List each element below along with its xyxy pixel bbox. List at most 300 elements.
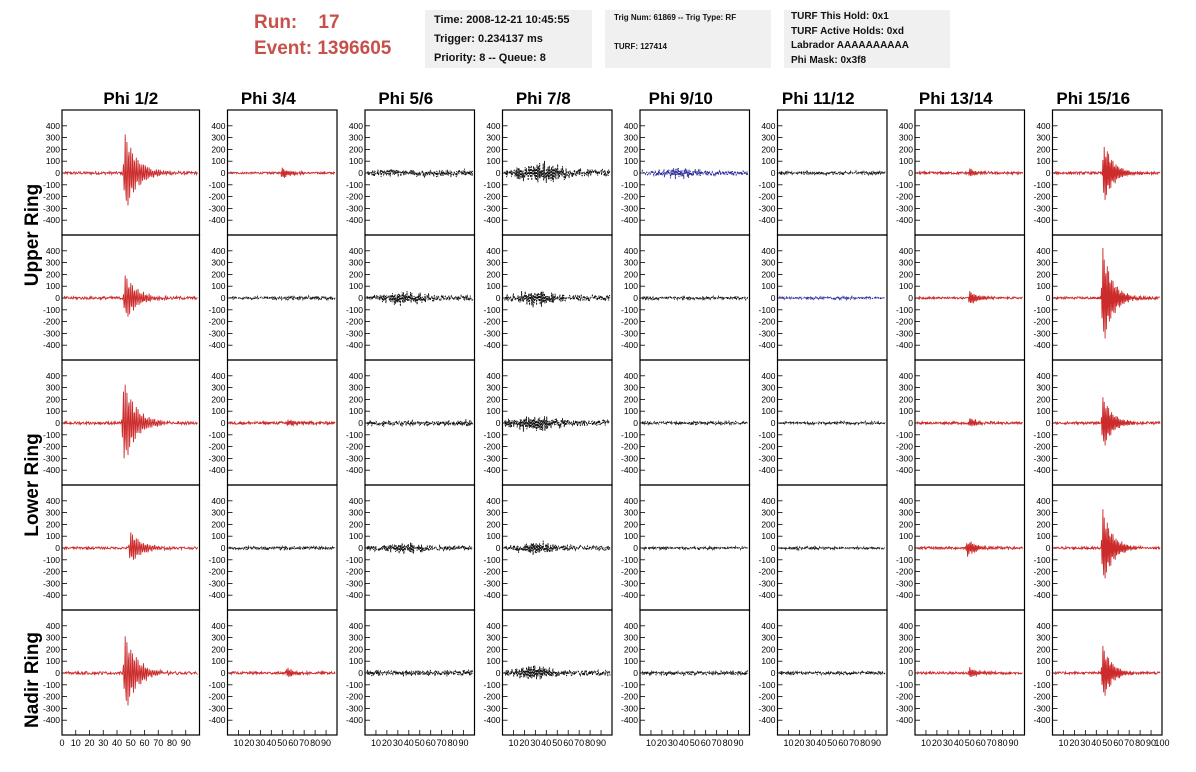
y-tick-label: 200 xyxy=(623,144,638,155)
y-tick-label: 100 xyxy=(1036,656,1051,667)
y-tick-label: 300 xyxy=(761,382,776,393)
y-tick-label: -300 xyxy=(42,203,60,214)
y-tick-label: 100 xyxy=(1036,406,1051,417)
y-tick-label: 200 xyxy=(211,519,226,530)
y-tick-label: 0 xyxy=(770,168,776,178)
y-tick-label: 300 xyxy=(211,632,226,643)
y-tick-label: -100 xyxy=(895,179,913,190)
y-tick-label: 200 xyxy=(45,394,60,405)
y-tick-label: 200 xyxy=(45,519,60,530)
y-tick-label: -400 xyxy=(42,715,60,726)
y-tick-label: 0 xyxy=(1045,668,1051,678)
y-tick-label: -300 xyxy=(345,703,363,714)
x-tick-label: 0 xyxy=(59,738,65,748)
y-tick-label: 400 xyxy=(1036,370,1051,381)
y-tick-label: -200 xyxy=(1033,691,1051,702)
y-tick-label: -300 xyxy=(620,578,638,589)
y-tick-label: -400 xyxy=(1033,465,1051,476)
y-tick-label: -100 xyxy=(620,179,638,190)
y-tick-label: -100 xyxy=(42,304,60,315)
y-tick-label: -200 xyxy=(208,441,226,452)
y-tick-label: 300 xyxy=(45,382,60,393)
y-tick-label: 0 xyxy=(633,668,638,678)
y-tick-label: 300 xyxy=(1036,257,1051,268)
y-tick-label: -400 xyxy=(1033,715,1051,726)
y-tick-label: 300 xyxy=(45,632,60,643)
y-tick-label: -300 xyxy=(1033,578,1051,589)
y-tick-label: -100 xyxy=(895,304,913,315)
y-tick-label: 400 xyxy=(1036,245,1051,256)
y-tick-label: -400 xyxy=(345,340,363,351)
y-tick-label: -400 xyxy=(620,340,638,351)
y-tick-label: -300 xyxy=(1033,203,1051,214)
y-tick-label: -100 xyxy=(208,679,226,690)
y-tick-label: 400 xyxy=(898,620,913,631)
y-tick-label: -300 xyxy=(758,703,776,714)
x-tick-label: 70 xyxy=(711,738,722,748)
y-tick-label: 0 xyxy=(358,668,363,678)
y-tick-label: -200 xyxy=(895,191,913,202)
y-tick-label: 0 xyxy=(55,168,60,178)
y-tick-label: 400 xyxy=(898,245,913,256)
y-tick-label: 300 xyxy=(898,507,913,518)
y-tick-label: -400 xyxy=(1033,340,1051,351)
waveform-trace xyxy=(505,291,611,307)
y-tick-label: 400 xyxy=(1036,120,1051,131)
y-tick-label: -300 xyxy=(208,203,226,214)
ring-label: Nadir Ring xyxy=(22,631,43,729)
y-tick-label: -100 xyxy=(42,554,60,565)
y-tick-label: -200 xyxy=(620,691,638,702)
waveform-trace xyxy=(917,169,1023,177)
x-tick-label: 90 xyxy=(596,738,607,748)
y-tick-label: -200 xyxy=(483,441,501,452)
y-tick-label: -100 xyxy=(758,304,776,315)
y-tick-label: -200 xyxy=(42,316,60,327)
y-tick-label: -400 xyxy=(345,465,363,476)
y-tick-label: 200 xyxy=(1036,644,1051,655)
waveform-trace xyxy=(505,666,611,680)
event-label: Event: xyxy=(254,38,313,59)
y-tick-label: -400 xyxy=(483,465,501,476)
y-tick-label: 0 xyxy=(55,418,60,428)
y-tick-label: 200 xyxy=(211,644,226,655)
y-tick-label: 200 xyxy=(623,394,638,405)
y-tick-label: 200 xyxy=(486,394,501,405)
y-tick-label: 400 xyxy=(623,370,638,381)
y-tick-label: 100 xyxy=(211,656,226,667)
x-tick-label: 20 xyxy=(381,738,392,748)
y-tick-label: -400 xyxy=(42,590,60,601)
y-tick-label: -200 xyxy=(895,566,913,577)
x-tick-label: 10 xyxy=(70,738,81,748)
y-tick-label: -400 xyxy=(895,340,913,351)
y-tick-label: -300 xyxy=(895,703,913,714)
x-tick-label: 90 xyxy=(458,738,469,748)
x-tick-label: 70 xyxy=(299,738,310,748)
y-tick-label: -100 xyxy=(1033,304,1051,315)
y-tick-label: 200 xyxy=(898,144,913,155)
column-header: Phi 13/14 xyxy=(918,89,993,108)
y-tick-label: -200 xyxy=(42,566,60,577)
y-tick-label: -200 xyxy=(895,316,913,327)
y-tick-label: -200 xyxy=(345,566,363,577)
y-tick-label: 400 xyxy=(486,620,501,631)
x-tick-label: 60 xyxy=(288,738,299,748)
y-tick-label: 0 xyxy=(1045,418,1051,428)
y-tick-label: -300 xyxy=(1033,703,1051,714)
waveform-trace xyxy=(642,421,748,425)
x-tick-label: 30 xyxy=(667,738,678,748)
y-tick-label: -200 xyxy=(620,316,638,327)
event-value: 1396605 xyxy=(317,38,392,59)
y-tick-label: 300 xyxy=(1036,507,1051,518)
y-tick-label: -100 xyxy=(620,304,638,315)
run-label: Run: xyxy=(254,12,298,33)
y-tick-label: 400 xyxy=(761,620,776,631)
y-tick-label: 300 xyxy=(211,382,226,393)
y-tick-label: 100 xyxy=(761,156,776,167)
y-tick-label: -400 xyxy=(620,215,638,226)
y-tick-label: -300 xyxy=(483,203,501,214)
waveform-trace xyxy=(780,547,886,550)
y-tick-label: 100 xyxy=(486,281,501,292)
y-tick-label: 200 xyxy=(898,519,913,530)
x-tick-label: 20 xyxy=(244,738,255,748)
y-tick-label: 0 xyxy=(220,168,226,178)
waveform-trace xyxy=(642,670,748,676)
y-tick-label: -200 xyxy=(483,566,501,577)
y-tick-label: -300 xyxy=(895,328,913,339)
y-tick-label: 100 xyxy=(486,406,501,417)
x-tick-label: 70 xyxy=(849,738,860,748)
y-tick-label: -400 xyxy=(208,715,226,726)
y-tick-label: 400 xyxy=(211,120,226,131)
y-tick-label: -400 xyxy=(758,590,776,601)
x-tick-label: 50 xyxy=(414,738,425,748)
y-tick-label: -100 xyxy=(345,429,363,440)
y-tick-label: 0 xyxy=(358,418,363,428)
y-tick-label: -400 xyxy=(483,590,501,601)
x-tick-label: 80 xyxy=(722,738,733,748)
y-tick-label: -100 xyxy=(1033,554,1051,565)
y-tick-label: 300 xyxy=(211,507,226,518)
x-tick-label: 60 xyxy=(700,738,711,748)
y-tick-label: -200 xyxy=(345,691,363,702)
x-tick-label: 30 xyxy=(805,738,816,748)
y-tick-label: 100 xyxy=(761,406,776,417)
y-tick-label: -200 xyxy=(1033,191,1051,202)
y-tick-label: 200 xyxy=(486,519,501,530)
x-tick-label: 20 xyxy=(656,738,667,748)
y-tick-label: 300 xyxy=(45,132,60,143)
y-tick-label: -100 xyxy=(1033,179,1051,190)
y-tick-label: 200 xyxy=(211,269,226,280)
trig-text: Trig Num: 61869 -- Trig Type: RF xyxy=(614,13,737,22)
y-tick-label: -400 xyxy=(895,215,913,226)
x-tick-label: 30 xyxy=(1080,738,1091,748)
y-tick-label: -100 xyxy=(758,679,776,690)
y-tick-label: 200 xyxy=(761,394,776,405)
y-tick-label: 100 xyxy=(211,406,226,417)
y-tick-label: 400 xyxy=(45,120,60,131)
y-tick-label: -100 xyxy=(1033,679,1051,690)
y-tick-label: 400 xyxy=(45,495,60,506)
y-tick-label: 0 xyxy=(908,293,913,303)
y-tick-label: 300 xyxy=(761,132,776,143)
y-tick-label: 400 xyxy=(45,245,60,256)
y-tick-label: 0 xyxy=(220,293,226,303)
turf-hold-text: TURF This Hold: 0x1 xyxy=(791,11,889,22)
y-tick-label: -100 xyxy=(42,679,60,690)
y-tick-label: 100 xyxy=(486,156,501,167)
y-tick-label: 300 xyxy=(898,382,913,393)
x-tick-label: 30 xyxy=(392,738,403,748)
y-tick-label: 300 xyxy=(623,507,638,518)
x-tick-label: 20 xyxy=(794,738,805,748)
y-tick-label: 100 xyxy=(761,531,776,542)
y-tick-label: -300 xyxy=(345,578,363,589)
y-tick-label: -100 xyxy=(895,554,913,565)
y-tick-label: 200 xyxy=(211,144,226,155)
x-tick-label: 80 xyxy=(447,738,458,748)
y-tick-label: -400 xyxy=(895,590,913,601)
y-tick-label: -400 xyxy=(758,465,776,476)
waveform-trace xyxy=(780,297,886,300)
x-tick-label: 70 xyxy=(574,738,585,748)
waveform-trace xyxy=(1055,397,1161,445)
y-tick-label: -400 xyxy=(620,590,638,601)
y-tick-label: 300 xyxy=(761,632,776,643)
y-tick-label: -400 xyxy=(345,215,363,226)
y-tick-label: -300 xyxy=(483,453,501,464)
y-tick-label: 100 xyxy=(486,656,501,667)
y-tick-label: 100 xyxy=(348,406,363,417)
y-tick-label: -200 xyxy=(208,691,226,702)
y-tick-label: 0 xyxy=(495,668,501,678)
y-tick-label: -300 xyxy=(483,703,501,714)
column-header: Phi 5/6 xyxy=(378,89,434,108)
x-tick-label: 90 xyxy=(1146,738,1157,748)
y-tick-label: -400 xyxy=(42,215,60,226)
y-tick-label: 300 xyxy=(45,507,60,518)
column-header: Phi 11/12 xyxy=(781,89,855,108)
y-tick-label: -200 xyxy=(620,441,638,452)
y-tick-label: 400 xyxy=(211,245,226,256)
column-header: Phi 1/2 xyxy=(103,89,159,108)
y-tick-label: 100 xyxy=(1036,156,1051,167)
y-tick-label: -200 xyxy=(895,441,913,452)
y-tick-label: 400 xyxy=(1036,620,1051,631)
x-tick-label: 50 xyxy=(964,738,975,748)
x-tick-label: 20 xyxy=(519,738,530,748)
y-tick-label: 300 xyxy=(623,632,638,643)
x-tick-label: 30 xyxy=(942,738,953,748)
y-tick-label: -100 xyxy=(345,304,363,315)
y-tick-label: 400 xyxy=(898,495,913,506)
y-tick-label: 0 xyxy=(1045,543,1051,553)
y-tick-label: 300 xyxy=(348,132,363,143)
y-tick-label: 400 xyxy=(761,245,776,256)
y-tick-label: 0 xyxy=(358,543,363,553)
x-tick-label: 70 xyxy=(436,738,447,748)
y-tick-label: -300 xyxy=(42,703,60,714)
y-tick-label: 300 xyxy=(45,257,60,268)
y-tick-label: 300 xyxy=(486,132,501,143)
x-tick-label: 60 xyxy=(425,738,436,748)
y-tick-label: 100 xyxy=(898,281,913,292)
y-tick-label: -400 xyxy=(758,215,776,226)
y-tick-label: 200 xyxy=(348,144,363,155)
y-tick-label: -400 xyxy=(208,340,226,351)
y-tick-label: 300 xyxy=(761,507,776,518)
x-tick-label: 80 xyxy=(310,738,321,748)
y-tick-label: -300 xyxy=(895,453,913,464)
y-tick-label: 400 xyxy=(348,495,363,506)
waveform-trace xyxy=(64,532,198,560)
y-tick-label: -400 xyxy=(620,715,638,726)
y-tick-label: 400 xyxy=(761,495,776,506)
x-tick-label: 70 xyxy=(153,738,164,748)
y-tick-label: 300 xyxy=(486,507,501,518)
y-tick-label: 200 xyxy=(348,519,363,530)
y-tick-label: 0 xyxy=(220,543,226,553)
y-tick-label: 200 xyxy=(348,394,363,405)
waveform-trace xyxy=(64,385,198,459)
x-tick-label: 40 xyxy=(816,738,827,748)
y-tick-label: -100 xyxy=(758,429,776,440)
y-tick-label: 100 xyxy=(211,156,226,167)
y-tick-label: -400 xyxy=(208,215,226,226)
waveform-trace xyxy=(64,276,198,317)
y-tick-label: 200 xyxy=(45,144,60,155)
y-tick-label: -200 xyxy=(208,191,226,202)
y-tick-label: 400 xyxy=(623,120,638,131)
y-tick-label: 400 xyxy=(211,370,226,381)
y-tick-label: -200 xyxy=(758,316,776,327)
x-tick-label: 60 xyxy=(1113,738,1124,748)
y-tick-label: -300 xyxy=(758,203,776,214)
y-tick-label: 400 xyxy=(348,370,363,381)
y-tick-label: -200 xyxy=(208,316,226,327)
y-tick-label: 200 xyxy=(348,269,363,280)
waveform-trace xyxy=(642,547,748,550)
y-tick-label: 0 xyxy=(220,418,226,428)
y-tick-label: 200 xyxy=(761,519,776,530)
waveform-trace xyxy=(230,546,336,550)
y-tick-label: 400 xyxy=(486,495,501,506)
y-tick-label: 0 xyxy=(55,668,60,678)
x-tick-label: 80 xyxy=(1135,738,1146,748)
y-tick-label: -400 xyxy=(483,215,501,226)
y-tick-label: 300 xyxy=(348,507,363,518)
turf-active-text: TURF Active Holds: 0xd xyxy=(791,25,904,37)
y-tick-label: -100 xyxy=(620,554,638,565)
y-tick-label: 400 xyxy=(348,620,363,631)
y-tick-label: 100 xyxy=(45,281,60,292)
y-tick-label: 300 xyxy=(623,257,638,268)
y-tick-label: 0 xyxy=(770,668,776,678)
waveform-trace xyxy=(505,161,611,183)
x-tick-label: 90 xyxy=(180,738,191,748)
x-tick-label: 80 xyxy=(860,738,871,748)
waveform-trace xyxy=(230,296,336,300)
waveform-trace xyxy=(917,542,1023,557)
y-tick-label: 100 xyxy=(623,281,638,292)
y-tick-label: -400 xyxy=(42,340,60,351)
x-tick-label: 10 xyxy=(783,738,794,748)
y-tick-label: -300 xyxy=(483,578,501,589)
x-tick-label: 10 xyxy=(370,738,381,748)
y-tick-label: 300 xyxy=(1036,132,1051,143)
y-tick-label: 0 xyxy=(55,293,60,303)
waveform-trace xyxy=(230,420,336,426)
y-tick-label: 0 xyxy=(770,418,776,428)
y-tick-label: -400 xyxy=(208,465,226,476)
y-tick-label: -400 xyxy=(483,340,501,351)
y-tick-label: 100 xyxy=(348,281,363,292)
x-tick-label: 60 xyxy=(975,738,986,748)
waveform-trace xyxy=(367,291,473,306)
y-tick-label: -300 xyxy=(208,453,226,464)
y-tick-label: -200 xyxy=(895,691,913,702)
y-tick-label: 300 xyxy=(761,257,776,268)
x-tick-label: 10 xyxy=(508,738,519,748)
y-tick-label: 0 xyxy=(633,543,638,553)
y-tick-label: -100 xyxy=(483,179,501,190)
y-tick-label: 300 xyxy=(486,632,501,643)
y-tick-label: -400 xyxy=(483,715,501,726)
y-tick-label: -100 xyxy=(758,554,776,565)
y-tick-label: -200 xyxy=(42,441,60,452)
y-tick-label: -100 xyxy=(620,429,638,440)
x-tick-label: 50 xyxy=(277,738,288,748)
x-tick-label: 60 xyxy=(139,738,150,748)
y-tick-label: 400 xyxy=(45,620,60,631)
x-tick-label: 50 xyxy=(125,738,136,748)
y-tick-label: 0 xyxy=(358,168,363,178)
y-tick-label: 200 xyxy=(761,644,776,655)
y-tick-label: 400 xyxy=(211,495,226,506)
y-tick-label: -300 xyxy=(42,328,60,339)
y-tick-label: 100 xyxy=(45,531,60,542)
x-tick-label: 40 xyxy=(953,738,964,748)
y-tick-label: -100 xyxy=(483,429,501,440)
y-tick-label: 200 xyxy=(45,644,60,655)
y-tick-label: 300 xyxy=(211,132,226,143)
waveform-trace xyxy=(505,416,611,432)
y-tick-label: -300 xyxy=(208,703,226,714)
x-tick-label: 90 xyxy=(871,738,882,748)
y-tick-label: 400 xyxy=(623,245,638,256)
y-tick-label: -300 xyxy=(345,328,363,339)
y-tick-label: 400 xyxy=(898,120,913,131)
y-tick-label: -200 xyxy=(345,441,363,452)
y-tick-label: 100 xyxy=(623,656,638,667)
x-tick-label: 70 xyxy=(986,738,997,748)
y-tick-label: 100 xyxy=(898,156,913,167)
y-tick-label: -100 xyxy=(758,179,776,190)
y-tick-label: 400 xyxy=(211,620,226,631)
y-tick-label: 0 xyxy=(908,668,913,678)
y-tick-label: 200 xyxy=(623,644,638,655)
y-tick-label: -200 xyxy=(758,441,776,452)
x-tick-label: 40 xyxy=(111,738,123,748)
y-tick-label: -100 xyxy=(345,679,363,690)
y-tick-label: 300 xyxy=(898,257,913,268)
y-tick-label: 0 xyxy=(495,168,501,178)
x-tick-label: 50 xyxy=(552,738,563,748)
